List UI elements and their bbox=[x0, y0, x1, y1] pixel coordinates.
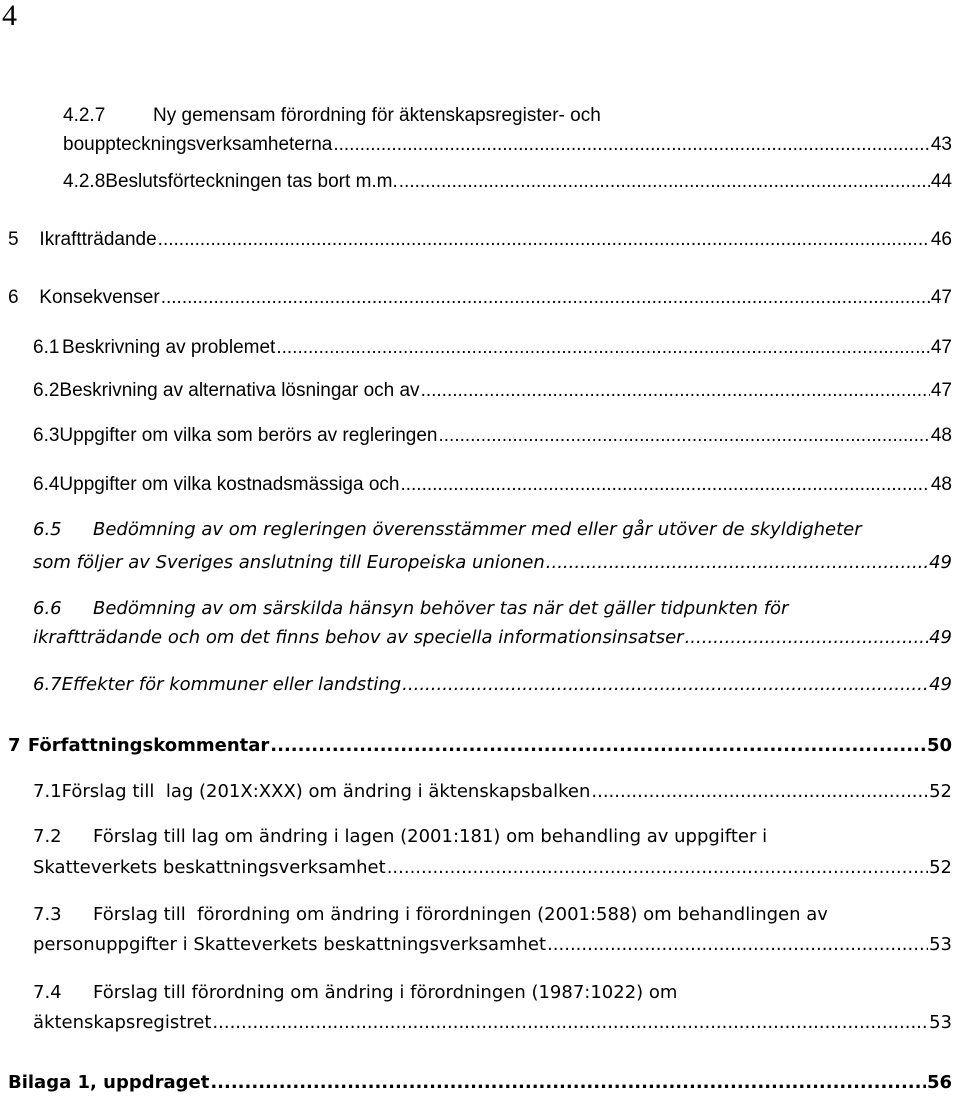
section-number: 6.1 bbox=[33, 337, 60, 358]
dot-leader bbox=[399, 170, 930, 194]
page-ref: 50 bbox=[926, 735, 952, 756]
page-ref: 53 bbox=[929, 1012, 952, 1033]
page-ref: 48 bbox=[930, 474, 952, 495]
section-number: 7.1 bbox=[33, 781, 62, 802]
toc-entry-4-2-7-first-line[interactable] bbox=[63, 104, 601, 128]
section-title: Författningskommentar bbox=[27, 735, 270, 756]
section-number: 6.3 bbox=[33, 425, 60, 446]
toc-entry-6-7[interactable] bbox=[33, 673, 952, 697]
toc-entry-6-3[interactable] bbox=[33, 424, 952, 448]
toc-entry-6-4[interactable] bbox=[33, 473, 952, 497]
section-title: Förslag till lag (201X:XXX) om ändring i äktenskapsbalken bbox=[61, 781, 591, 802]
page-ref: 48 bbox=[930, 425, 952, 446]
dot-leader bbox=[276, 336, 930, 360]
toc-entry-6-6-second-line[interactable] bbox=[33, 626, 952, 650]
dot-leader bbox=[212, 1011, 928, 1035]
page-ref: 47 bbox=[930, 337, 952, 358]
toc-entry-7-4-second-line[interactable] bbox=[33, 1011, 952, 1035]
section-title: Förslag till förordning om ändring i förordningen (2001:588) om behandlingen av bbox=[93, 904, 828, 925]
toc-entry-6-5-first-line[interactable] bbox=[33, 518, 862, 542]
toc-entry-6[interactable] bbox=[8, 286, 952, 310]
section-title: Beskrivning av alternativa lösningar och av bbox=[59, 380, 420, 401]
section-title: Förslag till förordning om ändring i förordningen (1987:1022) om bbox=[93, 982, 678, 1003]
section-number: 7.3 bbox=[33, 904, 62, 925]
page-ref: 47 bbox=[930, 287, 952, 308]
dot-leader bbox=[438, 424, 929, 448]
dot-leader bbox=[402, 673, 928, 697]
dot-leader bbox=[158, 228, 930, 252]
page-ref: 47 bbox=[930, 380, 952, 401]
dot-leader bbox=[421, 379, 930, 403]
toc-entry-6-2[interactable] bbox=[33, 379, 952, 403]
toc-entry-7-3-first-line[interactable] bbox=[33, 903, 828, 927]
section-title: Uppgifter om vilka som berörs av regleringen bbox=[59, 425, 438, 446]
toc-entry-4-2-7-second-line[interactable] bbox=[63, 133, 952, 157]
section-title: Ikraftträdande bbox=[39, 229, 157, 250]
section-title: Konsekvenser bbox=[39, 287, 160, 308]
section-number: 6 bbox=[8, 287, 19, 308]
section-title: Beskrivning av problemet bbox=[62, 337, 276, 358]
section-title-continued: personuppgifter i Skatteverkets beskattningsverksamhet bbox=[33, 934, 547, 955]
section-title: Ny gemensam förordning för äktenskapsregister- och bbox=[153, 105, 601, 126]
section-number: 6.6 bbox=[33, 598, 62, 619]
section-number: 4.2.7 bbox=[63, 105, 106, 126]
appendix-title: Bilaga 1, uppdraget bbox=[8, 1072, 210, 1093]
toc-entry-5[interactable] bbox=[8, 228, 952, 252]
toc-entry-6-1[interactable] bbox=[33, 336, 952, 360]
dot-leader bbox=[685, 626, 929, 650]
page-ref: 49 bbox=[929, 627, 952, 648]
section-number: 6.2 bbox=[33, 380, 60, 401]
toc-entry-7-2-first-line[interactable] bbox=[33, 825, 767, 849]
dot-leader bbox=[387, 856, 928, 880]
page-ref: 53 bbox=[929, 934, 952, 955]
section-number: 6.5 bbox=[33, 519, 62, 540]
toc-entry-7[interactable] bbox=[8, 734, 952, 758]
section-number: 7 bbox=[8, 735, 21, 756]
section-number: 7.4 bbox=[33, 982, 62, 1003]
section-title: Bedömning av om särskilda hänsyn behöver tas när det gäller tidpunkten för bbox=[93, 598, 789, 619]
page-ref: 43 bbox=[930, 134, 952, 155]
section-title-continued: bouppteckningsverksamheterna bbox=[63, 134, 333, 155]
toc-entry-6-6-first-line[interactable] bbox=[33, 597, 788, 621]
toc-entry-4-2-8[interactable] bbox=[63, 170, 952, 194]
toc-entry-7-3-second-line[interactable] bbox=[33, 933, 952, 957]
toc-entry-bilaga-1[interactable] bbox=[8, 1071, 952, 1095]
page-number: 4 bbox=[2, 0, 17, 32]
dot-leader bbox=[591, 780, 928, 804]
toc-entry-6-5-second-line[interactable] bbox=[33, 551, 952, 575]
section-number: 6.7 bbox=[33, 674, 62, 695]
toc-entry-7-2-second-line[interactable] bbox=[33, 856, 952, 880]
dot-leader bbox=[547, 933, 928, 957]
section-number: 7.2 bbox=[33, 826, 62, 847]
page-ref: 49 bbox=[929, 552, 952, 573]
toc-entry-7-1[interactable] bbox=[33, 780, 952, 804]
section-number: 4.2.8 bbox=[63, 171, 106, 192]
section-title: Beslutsförteckningen tas bort m.m. bbox=[105, 171, 398, 192]
section-title-continued: Skatteverkets beskattningsverksamhet bbox=[33, 857, 386, 878]
section-title: Bedömning av om regleringen överensstämmer med eller går utöver de skyldigheter bbox=[93, 519, 862, 540]
page-ref: 44 bbox=[930, 171, 952, 192]
section-title-continued: som följer av Sveriges anslutning till Europeiska unionen bbox=[33, 552, 545, 573]
toc-entry-7-4-first-line[interactable] bbox=[33, 981, 677, 1005]
section-title: Effekter för kommuner eller landsting bbox=[61, 674, 402, 695]
dot-leader bbox=[400, 473, 929, 497]
dot-leader bbox=[546, 551, 928, 575]
page-ref: 49 bbox=[929, 674, 952, 695]
section-number: 6.4 bbox=[33, 474, 60, 495]
page-ref: 52 bbox=[929, 857, 952, 878]
section-title: Uppgifter om vilka kostnadsmässiga och bbox=[59, 474, 400, 495]
page-ref: 52 bbox=[929, 781, 952, 802]
section-title-continued: äktenskapsregistret bbox=[33, 1012, 212, 1033]
dot-leader bbox=[161, 286, 930, 310]
section-title-continued: ikraftträdande och om det finns behov av speciella informationsinsatser bbox=[33, 627, 684, 648]
page-ref: 46 bbox=[930, 229, 952, 250]
dot-leader bbox=[270, 734, 926, 758]
dot-leader bbox=[333, 133, 930, 157]
section-number: 5 bbox=[8, 229, 19, 250]
page-ref: 56 bbox=[926, 1072, 952, 1093]
dot-leader bbox=[210, 1071, 926, 1095]
section-title: Förslag till lag om ändring i lagen (2001:181) om behandling av uppgifter i bbox=[93, 826, 768, 847]
